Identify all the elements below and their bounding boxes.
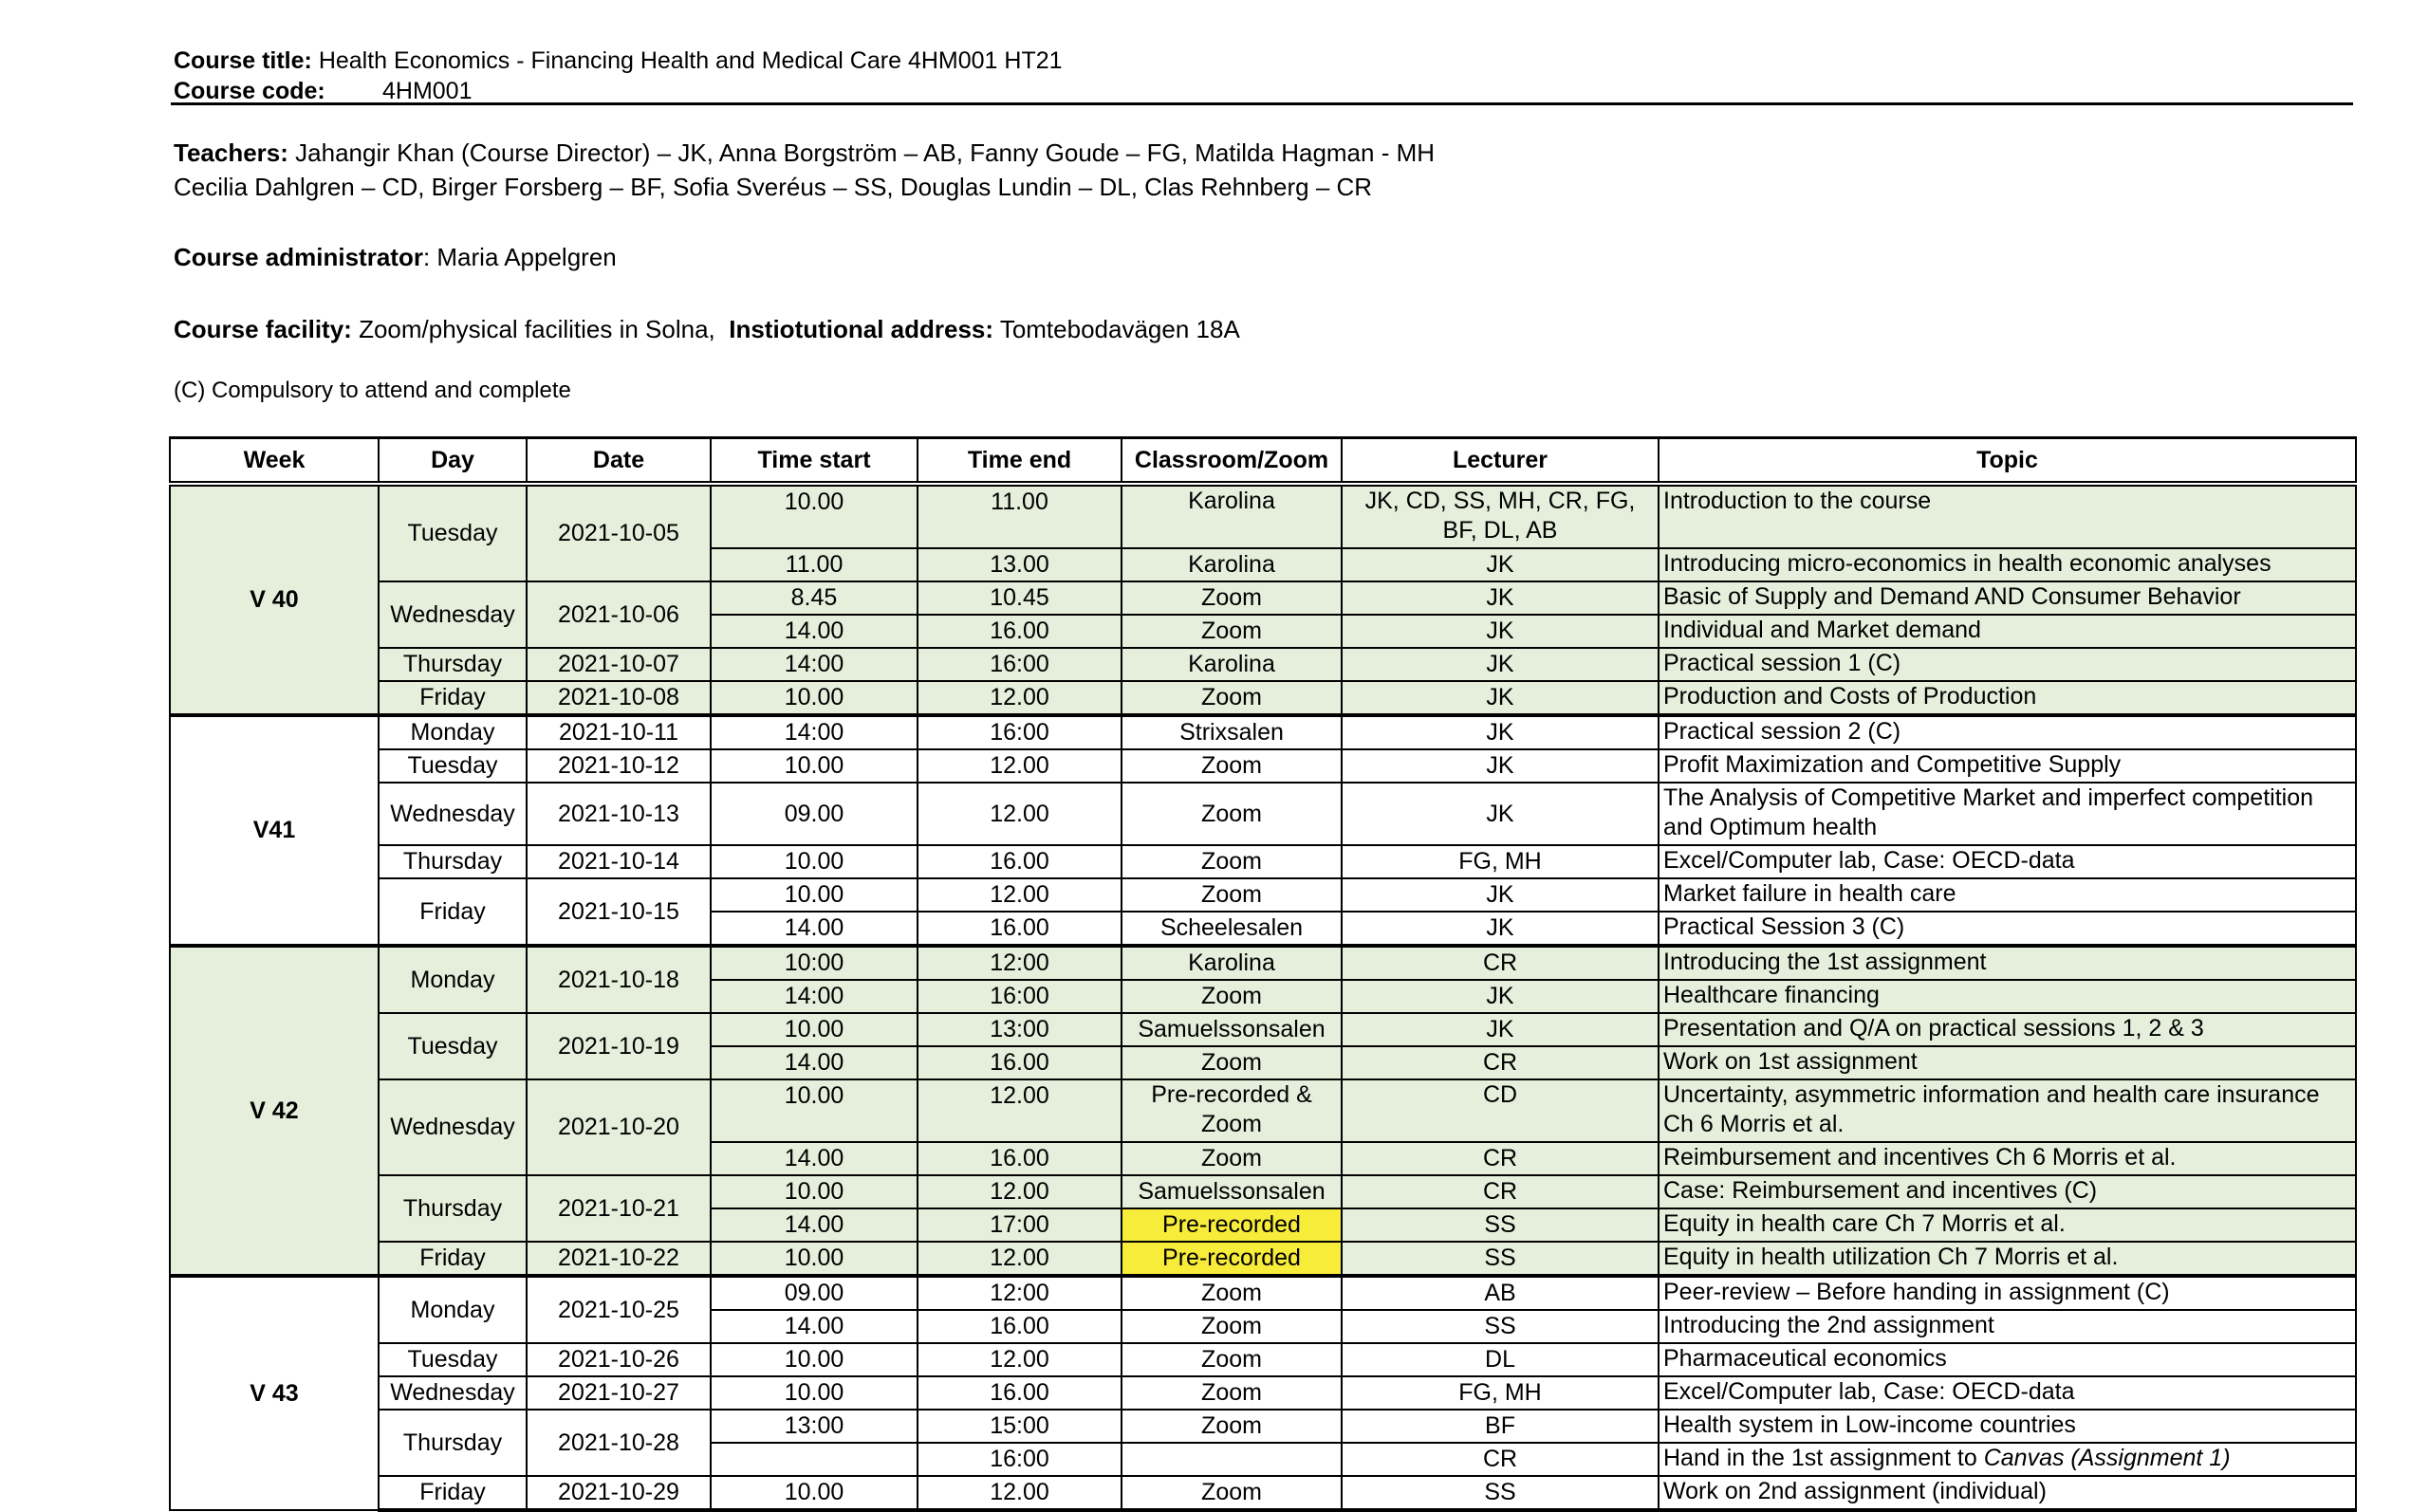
time-end-cell: 15:00 — [918, 1410, 1122, 1443]
facility-label: Course facility: — [174, 315, 352, 343]
address-value: Tomtebodavägen 18A — [999, 315, 1240, 343]
date-cell: 2021-10-14 — [527, 845, 711, 878]
time-end-cell: 12.00 — [918, 1079, 1122, 1142]
table-row — [170, 1476, 2356, 1510]
classroom-cell: Zoom — [1122, 681, 1342, 715]
lecturer-cell: JK — [1342, 878, 1659, 912]
time-end-cell: 12.00 — [918, 1175, 1122, 1208]
col-header-classroom: Classroom/Zoom — [1122, 438, 1342, 485]
time-start-cell: 10.00 — [711, 749, 918, 783]
time-start-cell: 10.00 — [711, 681, 918, 715]
teachers-line-1 — [174, 138, 1435, 168]
time-start-cell: 10.00 — [711, 1343, 918, 1376]
admin-line — [174, 243, 617, 272]
classroom-cell: Zoom — [1122, 1310, 1342, 1343]
lecturer-cell: SS — [1342, 1208, 1659, 1242]
topic-cell: Work on 2nd assignment (individual) — [1659, 1476, 2356, 1510]
time-start-cell: 13:00 — [711, 1410, 918, 1443]
time-start-cell: 10.00 — [711, 1013, 918, 1046]
lecturer-cell: SS — [1342, 1310, 1659, 1343]
time-start-cell: 10.00 — [711, 1175, 918, 1208]
time-end-cell: 12.00 — [918, 749, 1122, 783]
facility-line — [174, 315, 1240, 344]
topic-cell: Excel/Computer lab, Case: OECD-data — [1659, 845, 2356, 878]
classroom-cell: Karolina — [1122, 648, 1342, 681]
day-cell: Friday — [379, 1476, 527, 1510]
classroom-cell: Zoom — [1122, 1142, 1342, 1175]
date-cell: 2021-10-29 — [527, 1476, 711, 1510]
classroom-cell: Zoom — [1122, 1410, 1342, 1443]
time-start-cell: 09.00 — [711, 1276, 918, 1310]
time-start-cell: 14:00 — [711, 648, 918, 681]
time-start-cell: 14.00 — [711, 615, 918, 648]
topic-cell: Equity in health utilization Ch 7 Morris et al. — [1659, 1242, 2356, 1276]
topic-cell: Practical session 2 (C) — [1659, 715, 2356, 749]
classroom-cell: Zoom — [1122, 749, 1342, 783]
classroom-cell: Scheelesalen — [1122, 912, 1342, 946]
classroom-cell: Zoom — [1122, 581, 1342, 615]
lecturer-cell: CD — [1342, 1079, 1659, 1142]
week-cell: V41 — [170, 715, 379, 946]
topic-cell: Pharmaceutical economics — [1659, 1343, 2356, 1376]
lecturer-cell: JK — [1342, 648, 1659, 681]
date-cell: 2021-10-22 — [527, 1242, 711, 1276]
day-cell: Monday — [379, 1276, 527, 1343]
date-cell: 2021-10-18 — [527, 946, 711, 1013]
classroom-cell: Zoom — [1122, 878, 1342, 912]
time-start-cell: 14.00 — [711, 912, 918, 946]
day-cell: Friday — [379, 1242, 527, 1276]
course-title: Health Economics - Financing Health and Medical Care 4HM001 HT21 — [318, 47, 1063, 74]
lecturer-cell: JK — [1342, 912, 1659, 946]
day-cell: Thursday — [379, 1175, 527, 1242]
date-cell: 2021-10-20 — [527, 1079, 711, 1175]
classroom-cell: Pre-recorded — [1122, 1208, 1342, 1242]
date-cell: 2021-10-08 — [527, 681, 711, 715]
time-start-cell: 14:00 — [711, 715, 918, 749]
time-start-cell: 14.00 — [711, 1046, 918, 1079]
course-code-line — [174, 78, 473, 105]
time-end-cell: 12:00 — [918, 1276, 1122, 1310]
classroom-cell: Pre-recorded & Zoom — [1122, 1079, 1342, 1142]
date-cell: 2021-10-19 — [527, 1013, 711, 1079]
time-start-cell: 09.00 — [711, 783, 918, 845]
lecturer-cell: JK — [1342, 1013, 1659, 1046]
topic-cell: Case: Reimbursement and incentives (C) — [1659, 1175, 2356, 1208]
classroom-cell: Zoom — [1122, 1343, 1342, 1376]
schedule-body — [170, 484, 2356, 1510]
time-end-cell: 12.00 — [918, 1476, 1122, 1510]
date-cell: 2021-10-25 — [527, 1276, 711, 1343]
time-start-cell: 11.00 — [711, 548, 918, 581]
time-start-cell: 10.00 — [711, 845, 918, 878]
classroom-cell: Pre-recorded — [1122, 1242, 1342, 1276]
classroom-cell: Zoom — [1122, 1276, 1342, 1310]
day-cell: Wednesday — [379, 581, 527, 648]
time-start-cell: 14.00 — [711, 1208, 918, 1242]
date-cell: 2021-10-12 — [527, 749, 711, 783]
lecturer-cell: JK — [1342, 749, 1659, 783]
col-header-date: Date — [527, 438, 711, 485]
classroom-cell: Zoom — [1122, 615, 1342, 648]
topic-cell: Introducing micro-economics in health economic analyses — [1659, 548, 2356, 581]
table-row — [170, 715, 2356, 749]
lecturer-cell: SS — [1342, 1476, 1659, 1510]
table-row — [170, 749, 2356, 783]
lecturer-cell: AB — [1342, 1276, 1659, 1310]
time-start-cell: 10.00 — [711, 1079, 918, 1142]
lecturer-cell: CR — [1342, 1046, 1659, 1079]
topic-cell: Market failure in health care — [1659, 878, 2356, 912]
time-end-cell: 12.00 — [918, 681, 1122, 715]
day-cell: Tuesday — [379, 1343, 527, 1376]
day-cell: Thursday — [379, 648, 527, 681]
time-end-cell: 16:00 — [918, 980, 1122, 1013]
header-divider — [171, 102, 2353, 105]
time-end-cell: 16.00 — [918, 1376, 1122, 1410]
col-header-time-start: Time start — [711, 438, 918, 485]
topic-cell: Work on 1st assignment — [1659, 1046, 2356, 1079]
week-cell: V 42 — [170, 946, 379, 1276]
day-cell: Friday — [379, 681, 527, 715]
day-cell: Monday — [379, 946, 527, 1013]
table-row — [170, 1410, 2356, 1443]
day-cell: Wednesday — [379, 1079, 527, 1175]
table-row — [170, 681, 2356, 715]
table-row — [170, 1343, 2356, 1376]
time-end-cell: 16.00 — [918, 1310, 1122, 1343]
lecturer-cell: JK — [1342, 581, 1659, 615]
lecturer-cell: JK — [1342, 548, 1659, 581]
topic-cell: Health system in Low-income countries — [1659, 1410, 2356, 1443]
day-cell: Wednesday — [379, 1376, 527, 1410]
time-start-cell: 14.00 — [711, 1310, 918, 1343]
time-end-cell: 17:00 — [918, 1208, 1122, 1242]
course-code-label: Course code: — [174, 78, 325, 104]
schedule-table — [169, 436, 2357, 1512]
classroom-cell: Zoom — [1122, 783, 1342, 845]
teachers-line-2 — [174, 173, 1372, 202]
topic-cell: The Analysis of Competitive Market and imperfect competition and Optimum health — [1659, 783, 2356, 845]
classroom-cell — [1122, 1443, 1342, 1476]
compulsory-note: (C) Compulsory to attend and complete — [174, 378, 571, 403]
table-row — [170, 484, 2356, 548]
topic-cell: Reimbursement and incentives Ch 6 Morris et al. — [1659, 1142, 2356, 1175]
table-row — [170, 1376, 2356, 1410]
table-row — [170, 1276, 2356, 1310]
time-end-cell: 16.00 — [918, 912, 1122, 946]
classroom-cell: Zoom — [1122, 980, 1342, 1013]
time-start-cell: 10:00 — [711, 946, 918, 980]
lecturer-cell: CR — [1342, 1142, 1659, 1175]
time-start-cell: 10.00 — [711, 1476, 918, 1510]
date-cell: 2021-10-26 — [527, 1343, 711, 1376]
table-row — [170, 1013, 2356, 1046]
time-end-cell: 12:00 — [918, 946, 1122, 980]
col-header-day: Day — [379, 438, 527, 485]
lecturer-cell: FG, MH — [1342, 1376, 1659, 1410]
topic-cell: Practical Session 3 (C) — [1659, 912, 2356, 946]
topic-cell: Basic of Supply and Demand AND Consumer Behavior — [1659, 581, 2356, 615]
date-cell: 2021-10-05 — [527, 484, 711, 581]
teachers-label: Teachers: — [174, 138, 288, 167]
classroom-cell: Zoom — [1122, 845, 1342, 878]
lecturer-cell: JK, CD, SS, MH, CR, FG, BF, DL, AB — [1342, 484, 1659, 548]
topic-cell: Excel/Computer lab, Case: OECD-data — [1659, 1376, 2356, 1410]
topic-cell: Practical session 1 (C) — [1659, 648, 2356, 681]
classroom-cell: Samuelssonsalen — [1122, 1175, 1342, 1208]
classroom-cell: Zoom — [1122, 1376, 1342, 1410]
lecturer-cell: SS — [1342, 1242, 1659, 1276]
lecturer-cell: JK — [1342, 980, 1659, 1013]
topic-text: Hand in the 1st assignment to — [1663, 1445, 1984, 1471]
time-end-cell: 16:00 — [918, 648, 1122, 681]
col-header-time-end: Time end — [918, 438, 1122, 485]
topic-cell: Presentation and Q/A on practical sessions 1, 2 & 3 — [1659, 1013, 2356, 1046]
topic-cell: Introducing the 1st assignment — [1659, 946, 2356, 980]
day-cell: Friday — [379, 878, 527, 946]
day-cell: Tuesday — [379, 749, 527, 783]
day-cell: Wednesday — [379, 783, 527, 845]
time-end-cell: 16.00 — [918, 615, 1122, 648]
time-end-cell: 13.00 — [918, 548, 1122, 581]
lecturer-cell: CR — [1342, 1175, 1659, 1208]
day-cell: Thursday — [379, 845, 527, 878]
table-row — [170, 946, 2356, 980]
table-row — [170, 1079, 2356, 1142]
lecturer-cell: CR — [1342, 1443, 1659, 1476]
date-cell: 2021-10-27 — [527, 1376, 711, 1410]
week-cell: V 40 — [170, 484, 379, 715]
date-cell: 2021-10-28 — [527, 1410, 711, 1476]
table-row — [170, 581, 2356, 615]
topic-cell: Production and Costs of Production — [1659, 681, 2356, 715]
col-header-topic: Topic — [1659, 438, 2356, 485]
classroom-cell: Zoom — [1122, 1046, 1342, 1079]
topic-cell: Equity in health care Ch 7 Morris et al. — [1659, 1208, 2356, 1242]
topic-cell: Uncertainty, asymmetric information and health care insurance Ch 6 Morris et al. — [1659, 1079, 2356, 1142]
time-start-cell: 8.45 — [711, 581, 918, 615]
time-start-cell: 14:00 — [711, 980, 918, 1013]
day-cell: Tuesday — [379, 1013, 527, 1079]
lecturer-cell: DL — [1342, 1343, 1659, 1376]
facility-value: Zoom/physical facilities in Solna, — [359, 315, 715, 343]
week-cell: V 43 — [170, 1276, 379, 1510]
time-end-cell: 16.00 — [918, 845, 1122, 878]
topic-cell: Peer-review – Before handing in assignment (C) — [1659, 1276, 2356, 1310]
day-cell: Thursday — [379, 1410, 527, 1476]
time-end-cell: 16:00 — [918, 1443, 1122, 1476]
topic-cell — [1659, 1443, 2356, 1476]
time-start-cell: 14.00 — [711, 1142, 918, 1175]
time-end-cell: 16:00 — [918, 715, 1122, 749]
classroom-cell: Karolina — [1122, 484, 1342, 548]
time-end-cell: 12.00 — [918, 878, 1122, 912]
admin-label: Course administrator — [174, 243, 423, 271]
date-cell: 2021-10-21 — [527, 1175, 711, 1242]
lecturer-cell: JK — [1342, 615, 1659, 648]
lecturer-cell: CR — [1342, 946, 1659, 980]
lecturer-cell: JK — [1342, 783, 1659, 845]
table-row — [170, 783, 2356, 845]
table-row — [170, 1242, 2356, 1276]
teachers-list-2: Cecilia Dahlgren – CD, Birger Forsberg – BF, Sofia Sveréus – SS, Douglas Lundin – DL, Clas Rehnberg – CR — [174, 173, 1373, 201]
time-end-cell: 16.00 — [918, 1142, 1122, 1175]
date-cell: 2021-10-13 — [527, 783, 711, 845]
table-row — [170, 878, 2356, 912]
col-header-lecturer: Lecturer — [1342, 438, 1659, 485]
topic-cell: Profit Maximization and Competitive Supply — [1659, 749, 2356, 783]
date-cell: 2021-10-11 — [527, 715, 711, 749]
col-header-week: Week — [170, 438, 379, 485]
lecturer-cell: FG, MH — [1342, 845, 1659, 878]
time-start-cell: 10.00 — [711, 484, 918, 548]
lecturer-cell: JK — [1342, 681, 1659, 715]
time-start-cell: 10.00 — [711, 1376, 918, 1410]
classroom-cell: Samuelssonsalen — [1122, 1013, 1342, 1046]
lecturer-cell: JK — [1342, 715, 1659, 749]
time-end-cell: 10.45 — [918, 581, 1122, 615]
time-end-cell: 13:00 — [918, 1013, 1122, 1046]
topic-cell: Introduction to the course — [1659, 484, 2356, 548]
classroom-cell: Karolina — [1122, 946, 1342, 980]
date-cell: 2021-10-06 — [527, 581, 711, 648]
time-end-cell: 16.00 — [918, 1046, 1122, 1079]
classroom-cell: Strixsalen — [1122, 715, 1342, 749]
table-row — [170, 648, 2356, 681]
classroom-cell: Zoom — [1122, 1476, 1342, 1510]
lecturer-cell: BF — [1342, 1410, 1659, 1443]
table-header-row — [170, 438, 2356, 485]
course-code: 4HM001 — [382, 78, 473, 104]
day-cell: Monday — [379, 715, 527, 749]
address-label: Instiotutional address: — [729, 315, 994, 343]
topic-emphasis: Canvas (Assignment 1) — [1983, 1445, 2231, 1471]
time-start-cell: 10.00 — [711, 1242, 918, 1276]
day-cell: Tuesday — [379, 484, 527, 581]
time-end-cell: 12.00 — [918, 783, 1122, 845]
date-cell: 2021-10-07 — [527, 648, 711, 681]
time-start-cell: 10.00 — [711, 878, 918, 912]
topic-cell: Healthcare financing — [1659, 980, 2356, 1013]
topic-cell: Individual and Market demand — [1659, 615, 2356, 648]
topic-cell: Introducing the 2nd assignment — [1659, 1310, 2356, 1343]
classroom-cell: Karolina — [1122, 548, 1342, 581]
course-title-label: Course title: — [174, 47, 312, 74]
table-row — [170, 1175, 2356, 1208]
admin-name: : Maria Appelgren — [422, 243, 617, 271]
course-title-line — [174, 47, 1063, 75]
time-end-cell: 12.00 — [918, 1343, 1122, 1376]
teachers-list-1: Jahangir Khan (Course Director) – JK, Anna Borgström – AB, Fanny Goude – FG, Matilda Hagman - MH — [295, 138, 1436, 167]
table-row — [170, 845, 2356, 878]
time-start-cell — [711, 1443, 918, 1476]
time-end-cell: 11.00 — [918, 484, 1122, 548]
date-cell: 2021-10-15 — [527, 878, 711, 946]
time-end-cell: 12.00 — [918, 1242, 1122, 1276]
